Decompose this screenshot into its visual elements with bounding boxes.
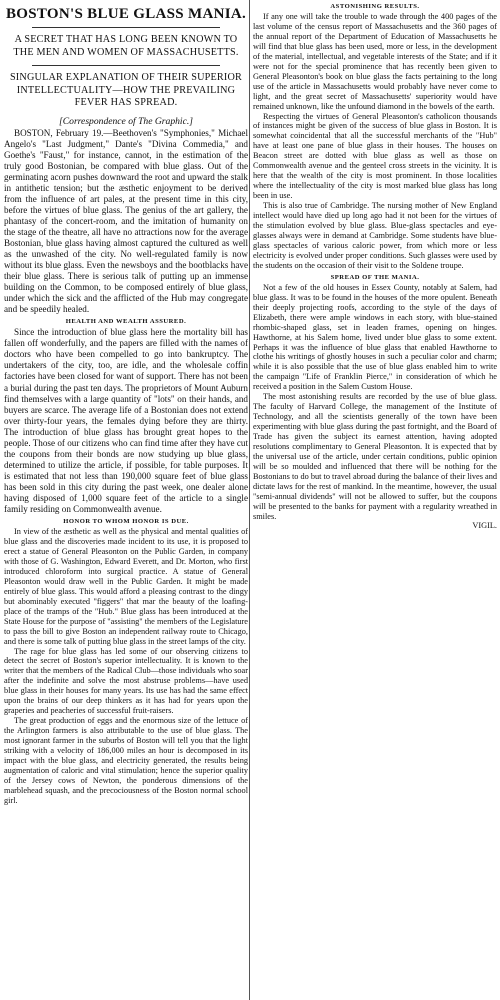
headline-rule bbox=[32, 27, 220, 28]
left-paragraph-4: The rage for blue glass has led some of our observing citizens to detect the secret of Boston's superior intellectuality. It is known to the writer that the members of the Radical Club—those individuals who soar after the indefinite and solve the most abstruse problems—have used blue glass in their houses for many years. Its use has had the same effect upon the brains of our deep thinkers as it has had for years upon the graperies and peacheries of successful fruit-raisers. bbox=[4, 646, 248, 716]
right-paragraph-4: Not a few of the old houses in Essex County, notably at Salem, had blue glass. It was to be found in the houses of the more opulent. Beneath their deeply projecting roofs, according to the style of the days of Elizabeth, there were ample windows in each story, with blue-stained rhombic-shaped glass, set in leaden frames, opening on hinges. Hawthorne, at his Salem home, lived under blue glass to some extent. Perhaps it was the influence of blue glass that enabled Hawthorne to clothe his writings of ghostly houses in such a peculiar color and charm; while it is also possible that the use of blue glass enabled him to write the campaign "Life of Franklin Pierce," in consideration of which he received a position in the Salem Custom House. bbox=[253, 282, 497, 392]
subheading-astonishing-results: ASTONISHING RESULTS. bbox=[330, 3, 420, 10]
subheading-spread-mania: SPREAD OF THE MANIA. bbox=[330, 273, 420, 281]
right-paragraph-3: This is also true of Cambridge. The nursing mother of New England intellect would have died up long ago had it not been for the virtues of the stimulation evolved by blue glass. Blue-glass spectacles and eye-glasses always were in demand at Cambridge. Some students have blue-glass spectacles of various caloric power, from which more or less electricity is evolved under proper conditions. Such glasses were used by the students on the occasion of their visit to the Soldene troupe. bbox=[253, 201, 497, 270]
column-rule bbox=[249, 0, 250, 1000]
correspondence-line: [Correspondence of The Graphic.] bbox=[59, 115, 193, 127]
deck-second: SINGULAR EXPLANATION OF THEIR SUPERIOR INTELLECTUALITY—HOW THE PREVAILING FEVER HAS SPREAD. bbox=[9, 72, 243, 108]
subheading-health-wealth: HEALTH AND WEALTH ASSURED. bbox=[65, 318, 187, 326]
right-paragraph-5: The most astonishing results are recorded by the use of blue glass. The faculty of Harvard College, the management of the Institute of Technology, and all the scientists generally of the town have been experimenting with blue glass during the past fortnight, and the Board of Trade has given the subject its earnest attention, having adopted resolutions complimentary to General Pleasonton. It is expected that by the universal use of the article, under certain conditions, public opinion will be so moulded and influenced that there will be nothing for the Bostonians to do but to travel abroad during the balance of their lives and dictate laws for the rest of mankind. In the meantime, however, the usual "semi-annual dividends" will not be allowed to suffer, but the coupons will be presented to the banks for payment with a regularity wreathed in smiles. bbox=[253, 392, 497, 521]
left-paragraph-2: Since the introduction of blue glass here the mortality bill has fallen off wonderfully, and the papers are filled with the names of doctors who have been compelled to go into bankruptcy. The undertakers of the city, too, are idle, and the wholesale coffin factories have been closed for want of support. There has not been a burial during the past ten days. The proprietors of Mount Auburn find themselves with a large quantity of "lots" on their hands, and buyers are scarce. The average life of a Bostonian does not extend over thirty-four years, the females dying before they are thirty. The introduction of blue glass has brought great hopes to the people. Those of our citizens who can find time after they have cut the coupons from their bonds are now studying up blue glass, determined to utilize the article, if possible, for table purposes. It is estimated that not less than 190,000 square feet of blue glass has been sold in this city during the past week, one dealer alone having disposed of 1,000 square feet of the article to a single family residing on Commonwealth avenue. bbox=[4, 327, 248, 515]
left-paragraph-5: The great production of eggs and the enormous size of the lettuce of the Arlington farmers is also attributable to the use of blue glass. The most ignorant farmer in the suburbs of Boston will tell you that the light striking with a velocity of 186,000 miles an hour is decomposed in its impact with the blue glass, and electricity generated, the results being augmentation of caloric and vital stimulation; hence the superior quality of the Jersey cows of Newton, the ponderous dimensions of the marblehead squash, and the precociousness of the Boston normal school girl. bbox=[4, 716, 248, 805]
right-paragraph-1: If any one will take the trouble to wade through the 400 pages of the last volume of the census report of Massachusetts and the 360 pages of the annual report of the Department of Education of Massachusetts he will find that blue glass has been used, more or less, in the development of the material, intellectual, and vegetable interests of the State; and if it were not for the special prominence that has recently been given to General Pleasonton's book on blue glass the facts pertaining to the long use of the article in Massachusetts would probably have never come to light, and the great secret of Massachusetts' superiority would have remained unknown, like the unfound diamond in the bowels of the earth. bbox=[253, 12, 497, 111]
deck-first: A SECRET THAT HAS LONG BEEN KNOWN TO THE MEN AND WOMEN OF MASSACHUSETTS. bbox=[13, 34, 239, 58]
left-paragraph-1: BOSTON, February 19.—Beethoven's "Symphonies," Michael Angelo's "Last Judgment," Dante's "Divina Commedia," and Goethe's "Faust," for instance, cannot, in the estimation of the truly good Bostonian, be compared with blue glass. Out of the germinating acorn pushes downward the root and upward the stalk in antithetic tension; but the æsthetic enjoyment to be derived from the influence of art pales, at the present time in this city, before the virtues of blue glass. The genius of the art gallery, the phantasy of the concert-room, and the imitation of humanity on the stage of the theatre, all have no attractions now for the average Bostonian, blue glass having almost captured the cultured as well as the unwashed of the city. No well-regulated family is now without its blue glass. Even the newsboys and the bootblacks have their blue glass. There is serious talk of putting up an immense building on the Common, to be composed entirely of blue glass, under which the sick and the afflicted of the Hub may congregate and be speedily healed. bbox=[4, 127, 248, 315]
author-signature: VIGIL. bbox=[472, 520, 497, 530]
subheading-honor: HONOR TO WHOM HONOR IS DUE. bbox=[63, 518, 189, 526]
left-paragraph-3: In view of the æsthetic as well as the physical and mental qualities of blue glass and the discoveries made incident to its use, it is proposed to erect a statue of General Pleasonton on the Public Garden, in company with those of G. Washington, Edward Everett, and Dr. Morton, who first introduced chloroform into surgical practice. A statue of General Pleasonton would draw well in the Public Garden. It might be made entirely of blue glass. This would afford a pleasing contrast to the dingy but abominably executed "figgers" that mar the beauty of the loafing-place of the tramps of the "Hub." Blue glass has been introduced at the State House for the purpose of "assisting" the members of the Legislature to pass the bill to give Boston an independent railway route to Chicago, and there is some talk of putting blue glass in the street lamps of the city. bbox=[4, 527, 248, 646]
right-column bbox=[253, 0, 497, 1000]
right-paragraph-2: Respecting the virtues of General Pleasonton's catholicon thousands of instances might be given of the success of blue glass in Boston. It is somewhat coincidental that all the successful merchants of the "Hub" have at least one pane of blue glass in their houses. The houses on Beacon street are dotted with blue glass as well as those on Commonwealth avenue and the genteel cross streets in the vicinity. It is here that the wealth of the city is most prominent. In those localities where the intellectuality of the city is most marked blue glass has long been in use. bbox=[253, 111, 497, 201]
left-column bbox=[4, 0, 248, 1000]
deck-rule bbox=[32, 65, 220, 66]
headline: BOSTON'S BLUE GLASS MANIA. bbox=[5, 6, 247, 22]
